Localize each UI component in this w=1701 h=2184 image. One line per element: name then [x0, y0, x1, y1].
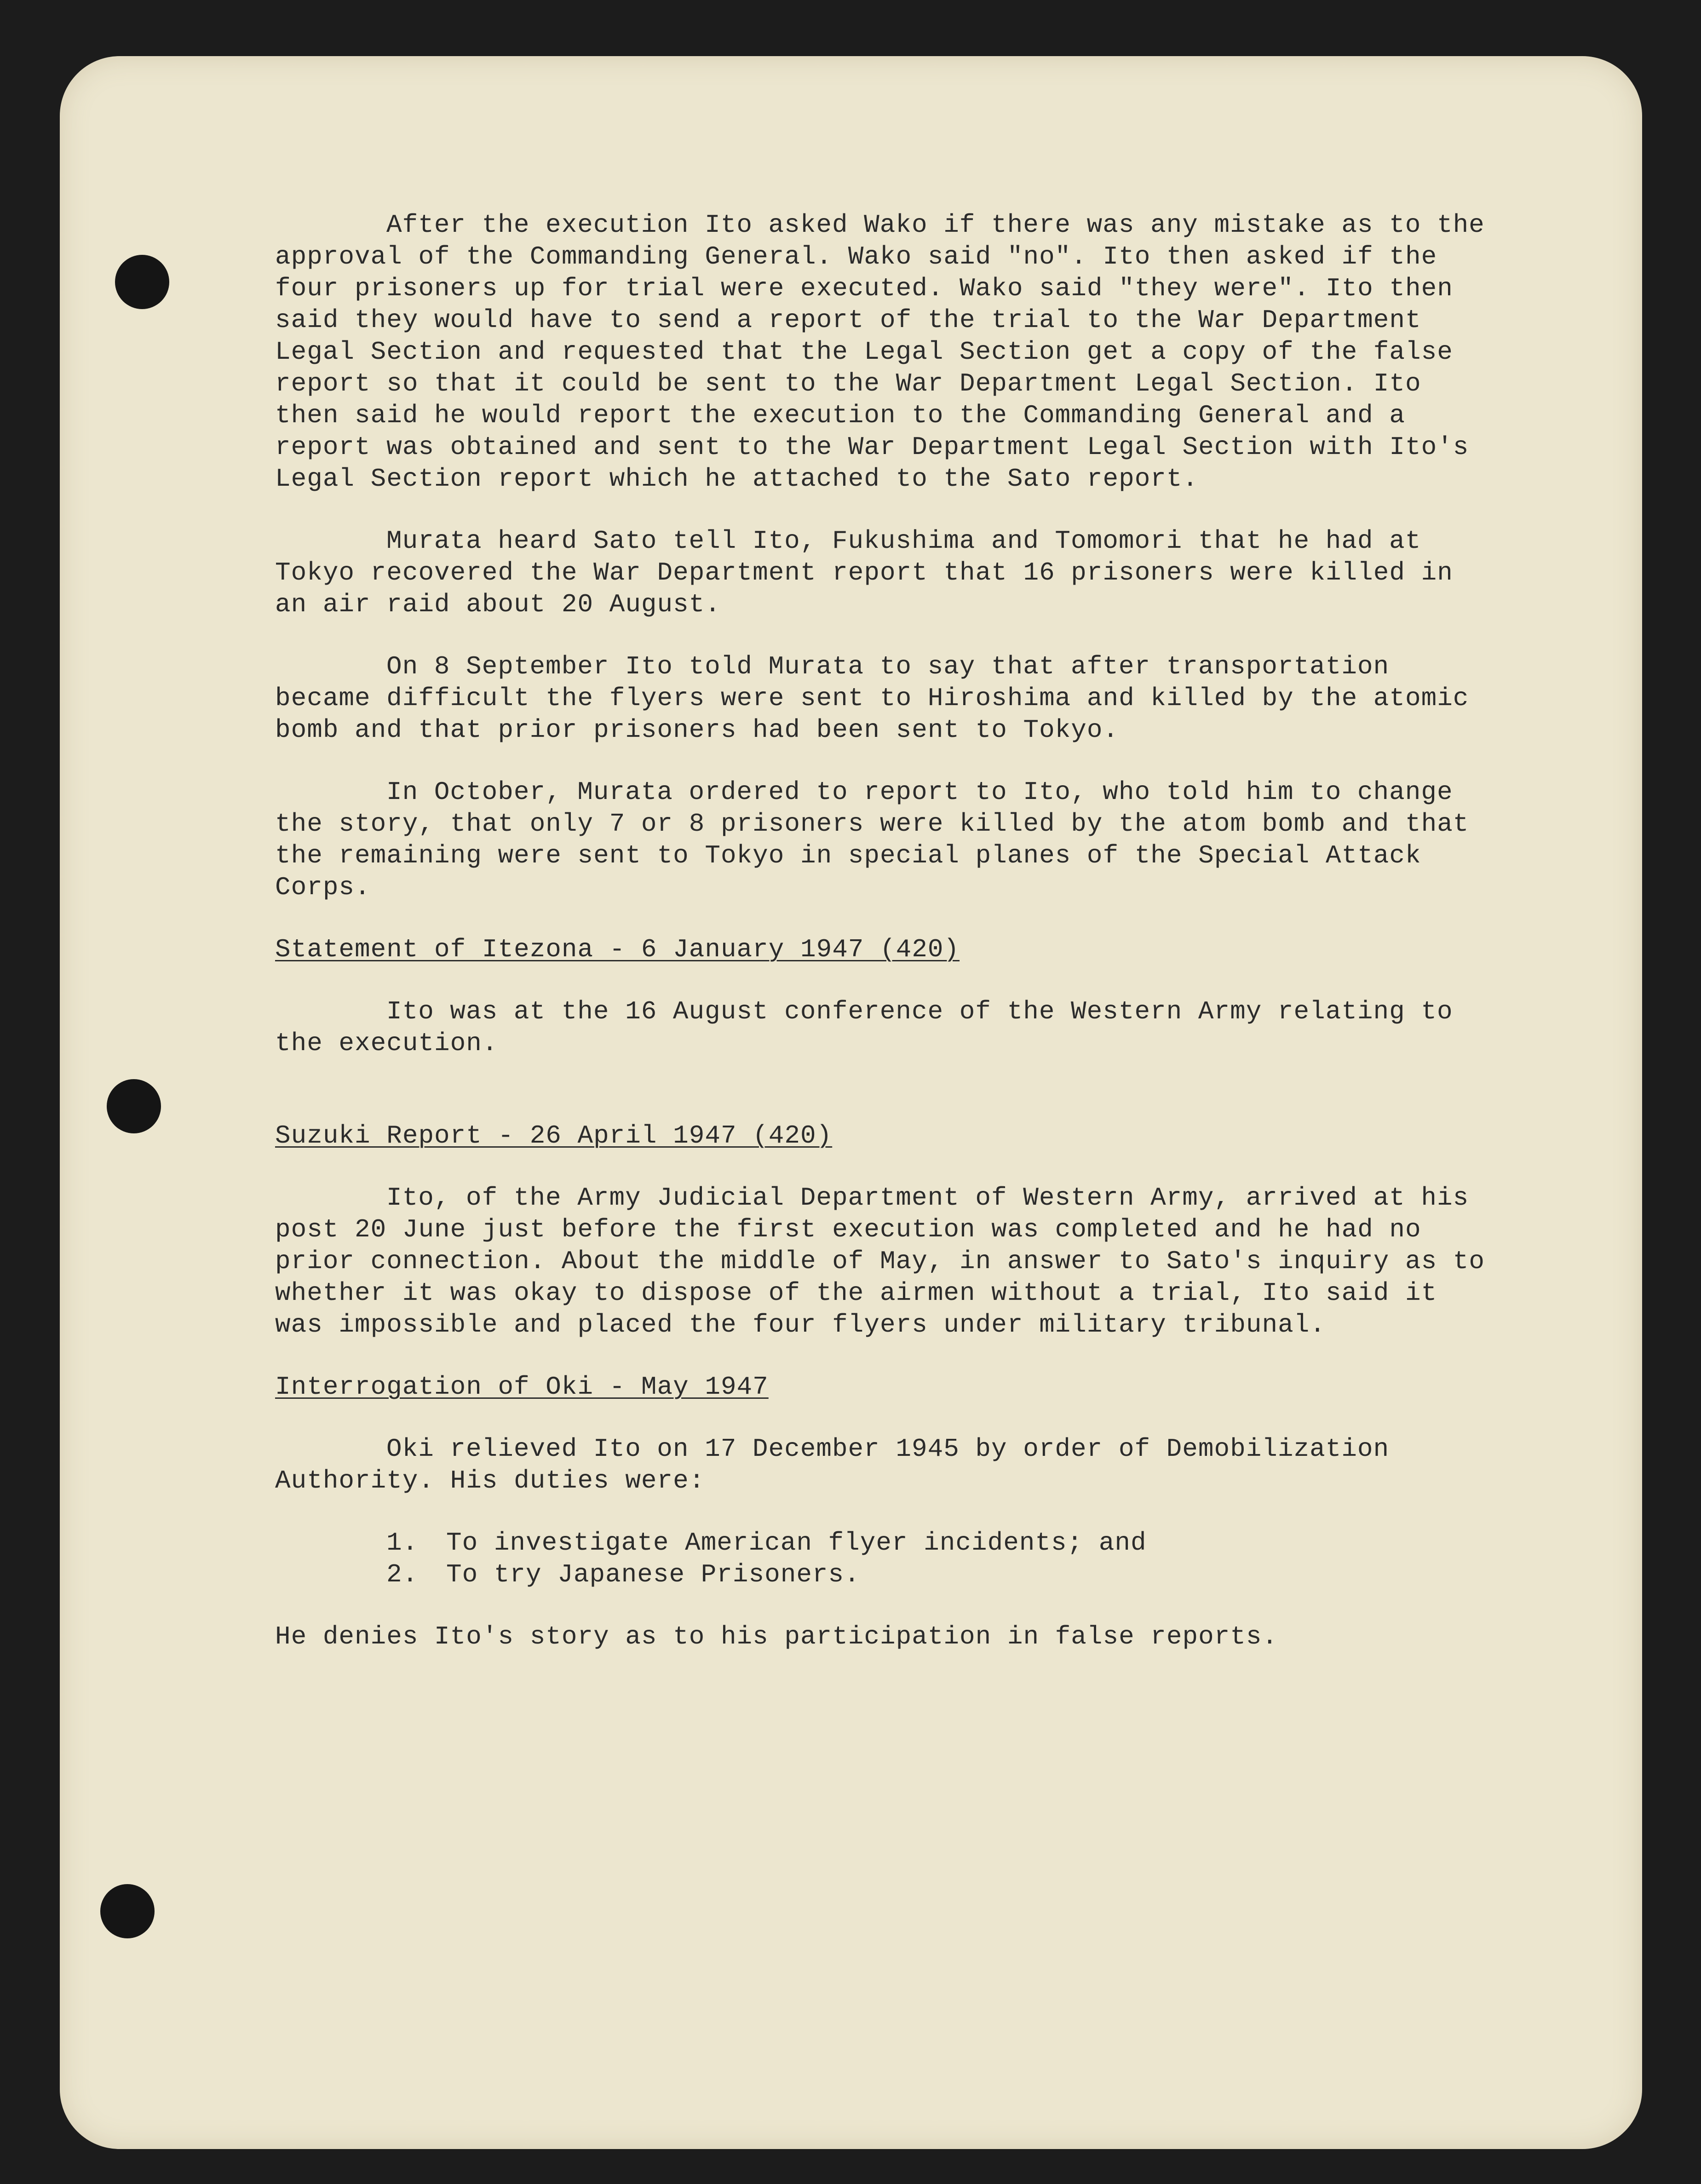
duty-text: To try Japanese Prisoners.	[446, 1560, 860, 1589]
heading-suzuki-report: Suzuki Report - 26 April 1947 (420)	[275, 1121, 833, 1150]
paragraph-october: In October, Murata ordered to report to Ito, who told him to change the story, that only 7 or 8 prisoners were killed by the atom bomb and that the remaining were sent to Tokyo in special planes of the Special Attack Corps.	[275, 777, 1469, 902]
duty-number: 2.	[386, 1560, 419, 1589]
duty-number: 1.	[386, 1528, 419, 1558]
punch-hole-middle	[107, 1079, 161, 1133]
paragraph-murata-heard: Murata heard Sato tell Ito, Fukushima and Tomomori that he had at Tokyo recovered the War Department report that 16 prisoners were killed in an air raid about 20 August.	[275, 526, 1453, 619]
document-body	[275, 209, 1494, 1683]
punch-hole-top	[115, 255, 169, 309]
duties-list	[275, 1527, 1494, 1591]
duty-text: To investigate American flyer incidents; and	[446, 1528, 1147, 1558]
paragraph-8-september: On 8 September Ito told Murata to say that after transportation became difficult the flyers were sent to Hiroshima and killed by the atomic bomb and that prior prisoners had been sent to Tokyo.	[275, 652, 1469, 745]
paragraph-itezona: Ito was at the 16 August conference of the Western Army relating to the execution.	[275, 997, 1453, 1058]
paragraph-closing: He denies Ito's story as to his participation in false reports.	[275, 1622, 1278, 1651]
heading-itezona-statement: Statement of Itezona - 6 January 1947 (420)	[275, 935, 960, 964]
duty-item	[386, 1527, 1494, 1559]
duty-item	[386, 1559, 1494, 1591]
paragraph-oki: Oki relieved Ito on 17 December 1945 by order of Demobilization Authority. His duties were:	[275, 1434, 1390, 1495]
paragraph-suzuki: Ito, of the Army Judicial Department of Western Army, arrived at his post 20 June just before the first execution was completed and he had no prior connection. About the middle of May, in answer to Sato's inquiry as to whether it was okay to dispose of the airmen without a trial, Ito said it was impossible and placed the four flyers under military tribunal.	[275, 1183, 1485, 1339]
heading-oki-interrogation: Interrogation of Oki - May 1947	[275, 1372, 769, 1402]
punch-hole-bottom	[100, 1884, 155, 1938]
paragraph-execution-approval: After the execution Ito asked Wako if there was any mistake as to the approval of the Commanding General. Wako said "no". Ito then asked if the four prisoners up for trial were executed. Wako said "they were". Ito then said they would have to send a report of the trial to the War Department Legal Section and requested that the Legal Section get a copy of the false report so that it could be sent to the War Department Legal Section. Ito then said he would report the execution to the Commanding General and a report was obtained and sent to the War Department Legal Section with Ito's Legal Section report which he attached to the Sato report.	[275, 210, 1485, 494]
